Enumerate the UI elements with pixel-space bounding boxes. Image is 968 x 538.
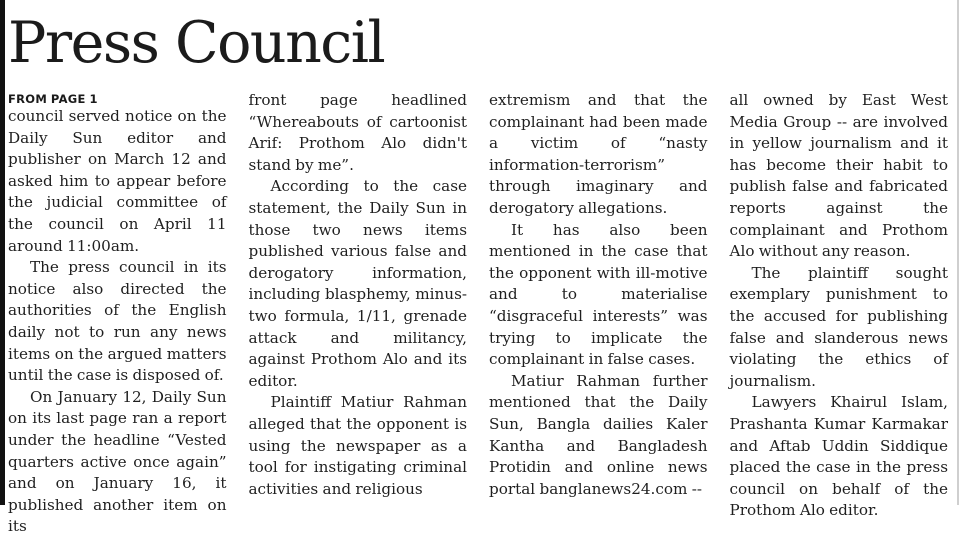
- jump-line: FROM PAGE 1: [8, 92, 98, 106]
- paragraph: According to the case statement, the Daily Sun in those two news items published various false and derogatory information, including blasphemy, minus-two formula, 1/11, grenade attack and militancy, against Prothom Alo and its editor.: [248, 177, 467, 390]
- paragraph: Plaintiff Matiur Rahman alleged that the opponent is using the newspaper as a tool for instigating criminal activities and religious: [248, 393, 467, 498]
- article-body: [8, 90, 948, 536]
- article-column-4: [729, 90, 949, 520]
- paragraph: front page headlined “Whereabouts of cartoonist Arif: Prothom Alo didn't stand by me”.: [248, 91, 467, 174]
- paragraph: The press council in its notice also directed the authorities of the English daily not to run any news items on the argued matters until the case is disposed of.: [8, 258, 227, 385]
- article-column-3: [489, 90, 708, 502]
- paragraph: council served notice on the Daily Sun editor and publisher on March 12 and asked him to appear before the judicial committee of the council on April 11 around 11:00am.: [8, 107, 227, 255]
- article-column-2: [249, 90, 468, 502]
- right-edge-rule: [957, 0, 959, 505]
- paragraph: The plaintiff sought exemplary punishment to the accused for publishing false and slanderous news violating the ethics of journalism.: [729, 263, 948, 390]
- paragraph: It has also been mentioned in the case that the opponent with ill-motive and to materialise “disgraceful interests” was trying to implicate the complainant in false cases.: [489, 220, 708, 369]
- paragraph: all owned by East West Media Group -- are involved in yellow journalism and it has become their habit to publish false and fabricated reports against the complainant and Prothom Alo without any reason.: [729, 91, 948, 261]
- paragraph: On January 12, Daily Sun on its last page ran a report under the headline “Vested quarters active once again” and on January 16, it published another item on its: [8, 387, 227, 536]
- article-headline: Press Council: [8, 10, 385, 76]
- paragraph: Lawyers Khairul Islam, Prashanta Kumar Karmakar and Aftab Uddin Siddique placed the case in the press council on behalf of the Prothom Alo editor.: [729, 393, 948, 520]
- paragraph: Matiur Rahman further mentioned that the Daily Sun, Bangla dailies Kaler Kantha and Bangladesh Protidin and online news portal banglanews24.com --: [489, 371, 708, 498]
- paragraph: extremism and that the complainant had been made a victim of “nasty information-terrorism” through imaginary and derogatory allegations.: [489, 91, 708, 217]
- left-column-rule: [0, 0, 5, 505]
- article-column-1: [8, 90, 227, 536]
